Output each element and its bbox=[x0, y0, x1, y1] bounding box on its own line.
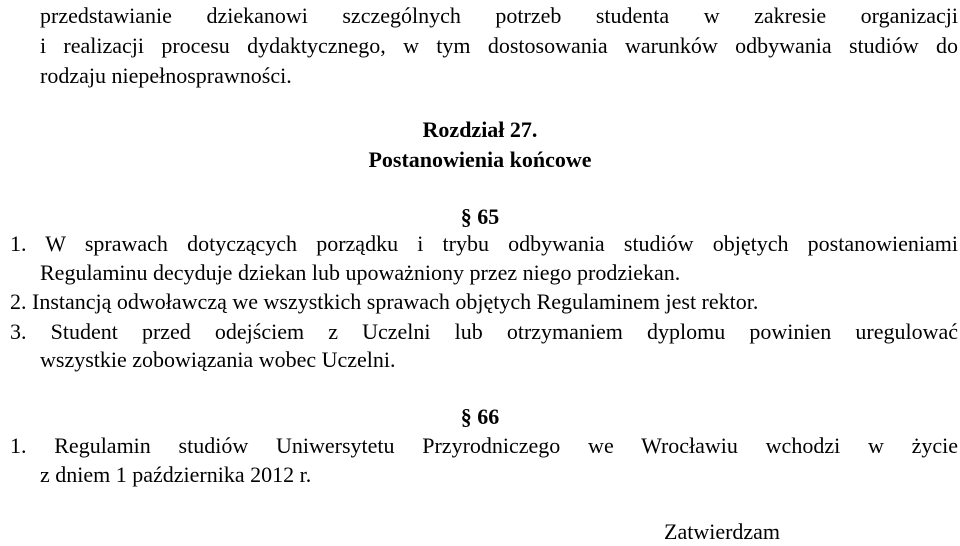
paragraph-65-item-3-line-2: wszystkie zobowiązania wobec Uczelni. bbox=[40, 347, 396, 372]
paragraph-66-item-1-line-2: z dniem 1 października 2012 r. bbox=[40, 462, 312, 487]
paragraph-66-title: § 66 bbox=[460, 404, 500, 429]
paragraph-65-item-1-line-2: Regulaminu decyduje dziekan lub upoważniony przez niego prodziekan. bbox=[40, 260, 681, 285]
paragraph-65-item-3-line-1: 3. Student przed odejściem z Uczelni lub otrzymaniem dyplomu powinien uregulować bbox=[10, 319, 958, 344]
paragraph-65-item-1-line-1: 1. W sprawach dotyczących porządku i trybu odbywania studiów objętych postanowieniami bbox=[10, 231, 958, 256]
chapter-title: Postanowienia końcowe bbox=[368, 147, 592, 172]
intro-line-2: i realizacji procesu dydaktycznego, w tym dostosowania warunków odbywania studiów do bbox=[40, 33, 958, 58]
paragraph-65-item-2: 2. Instancją odwoławczą we wszystkich sprawach objętych Regulaminem jest rektor. bbox=[10, 289, 759, 314]
intro-line-1: przedstawianie dziekanowi szczególnych potrzeb studenta w zakresie organizacji bbox=[40, 3, 958, 28]
chapter-number: Rozdział 27. bbox=[422, 117, 538, 142]
signature-label: Zatwierdzam bbox=[664, 519, 781, 544]
paragraph-66-item-1-line-1: 1. Regulamin studiów Uniwersytetu Przyrodniczego we Wrocławiu wchodzi w życie bbox=[10, 433, 958, 458]
intro-line-3: rodzaju niepełnosprawności. bbox=[40, 63, 292, 88]
paragraph-65-title: § 65 bbox=[460, 204, 500, 229]
